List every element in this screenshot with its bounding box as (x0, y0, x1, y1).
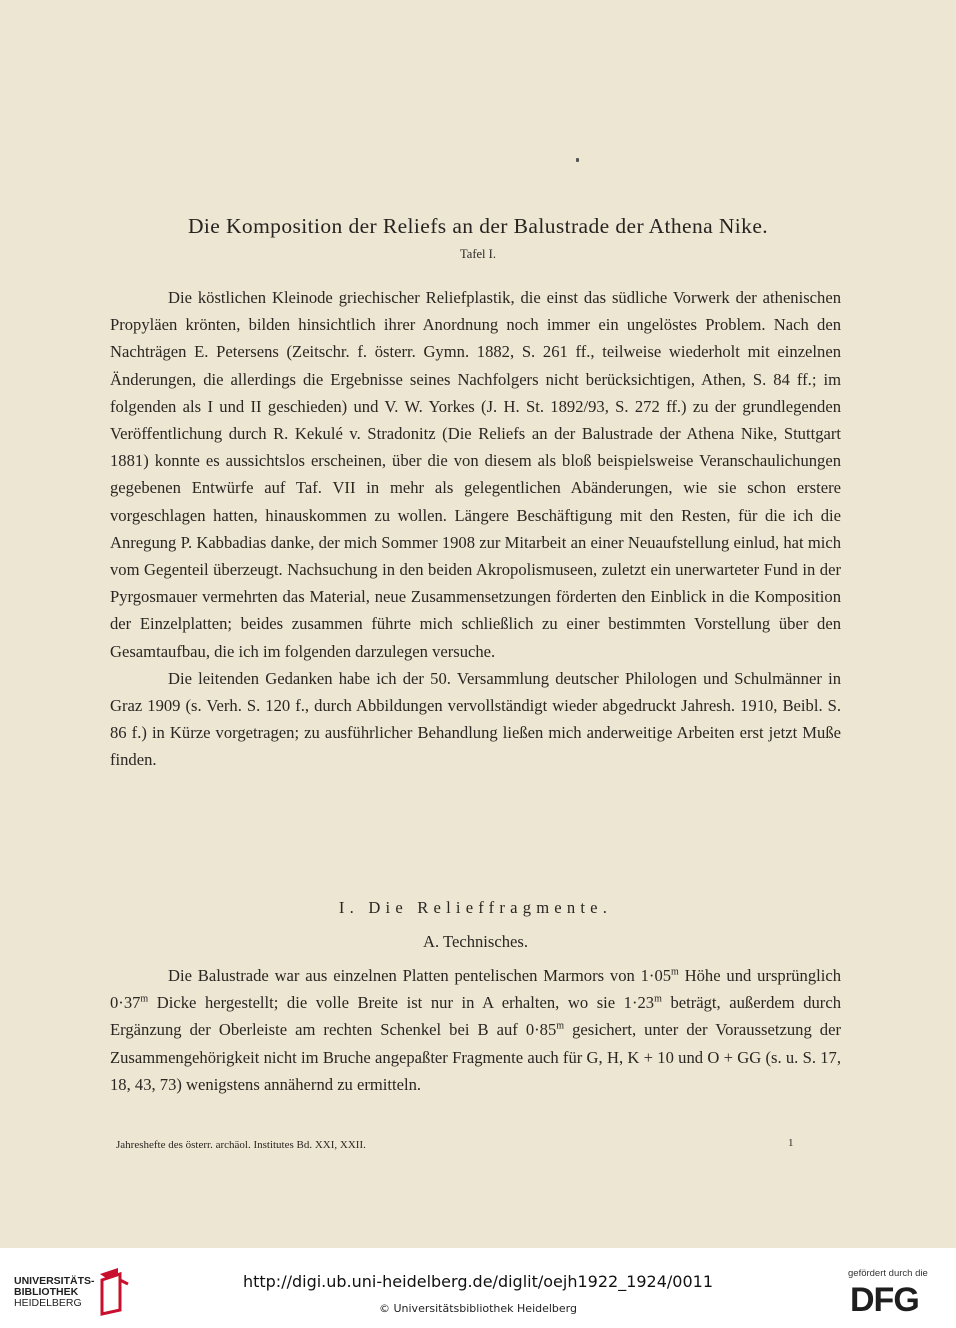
print-speck (576, 158, 579, 162)
section-heading: I. Die Relieffragmente. (338, 898, 613, 917)
copyright-notice: © Universitätsbibliothek Heidelberg (378, 1302, 577, 1315)
paragraph-3: Die Balustrade war aus einzelnen Platten pentelischen Marmors von $1\cdot 05^m$ Höhe und ursprünglich $0\cdot 37^m$ Dicke hergestellt; die volle Breite ist nur in A erhalten, wo sie $1\cdot 23^m$ beträgt, außerdem durch Ergänzung der Oberleiste am rechten Schenkel bei B auf $0\cdot 85^m$ gesichert, unter der Voraussetzung der Zusammengehörigkeit nicht im Bruche angepaßter Fragmente auch für G, H, K + 10 und O + GG (s. u. S. 17, 18, 43, 73) wenigstens annähernd zu ermitteln. (110, 966, 842, 1094)
body-text-technical (110, 962, 841, 1098)
plate-reference: Tafel I. (460, 247, 496, 261)
paragraph-1: Die köstlichen Kleinode griechischer Reliefplastik, die einst das südliche Vorwerk der athenischen Propyläen krönten, bilden hinsichtlich ihrer Anordnung noch immer ein ungelöstes Problem. Nach den Nachträgen E. Petersens (Zeitschr. f. österr. Gymn. 1882, S. 261 ff., teilweise wiederholt mit einzelnen Änderungen, die allerdings die Ergebnisse seines Nachfolgers nicht berücksichtigen, Athen, S. 84 ff.; im folgenden als I und II geschieden) und V. W. Yorkes (J. H. St. 1892/93, S. 272 ff.) zu der grundlegenden Veröffentlichung durch R. Kekulé v. Stradonitz (Die Reliefs an der Balustrade der Athena Nike, Stuttgart 1881) konnte es aussichtslos erscheinen, über die von diesem als bloß beispielsweise Veranschaulichungen gegebenen Entwürfe auf Taf. VII in mehr als gelegentlichen Abänderungen, wie sie schon erstere vorgeschlagen hatten, hinauskommen zu wollen. Längere Beschäftigung mit den Resten, für die ich die Anregung P. Kabbadias danke, der mich Sommer 1908 zur Mitarbeit an einer Neuaufstellung einlud, hat mich vom Gegenteil überzeugt. Nachsuchung in den beiden Akropolismuseen, zuletzt ein unerwarteter Fund in der Pyrgosmauer vermehrten das Material, neue Zusammensetzungen förderten den Einblick in die Komposition der Einzelplatten; beides zusammen führte mich schließlich zu einer bestimmten Vorstellung über den Gesamtaufbau, die ich im folgenden darzulegen versuche. (110, 288, 841, 661)
permalink-url[interactable]: http://digi.ub.uni-heidelberg.de/diglit/oejh1922_1924/0011 (242, 1272, 714, 1291)
funding-label: gefördert durch die (848, 1268, 928, 1279)
subsection-heading: A. Technisches. (423, 932, 528, 951)
article-title: Die Komposition der Reliefs an der Balustrade der Athena Nike. (187, 214, 769, 238)
paragraph-2: Die leitenden Gedanken habe ich der 50. Versammlung deutscher Philologen und Schulmänner in Graz 1909 (s. Verh. S. 120 f., durch Abbildungen vervollständigt wieder abgedruckt Jahresh. 1910, Beibl. S. 86 f.) in Kürze vorgetragen; zu ausführlicher Behandlung ließen mich anderweitige Arbeiten erst jetzt Muße finden. (110, 668, 841, 770)
signature-mark: 1 (788, 1137, 794, 1149)
journal-footer: Jahreshefte des österr. archäol. Institutes Bd. XXI, XXII. (116, 1139, 366, 1151)
library-logo-text[interactable]: UNIVERSITÄTS- BIBLIOTHEK HEIDELBERG (14, 1275, 95, 1309)
body-text-intro (110, 284, 841, 774)
dfg-logo[interactable]: DFG (850, 1281, 919, 1319)
